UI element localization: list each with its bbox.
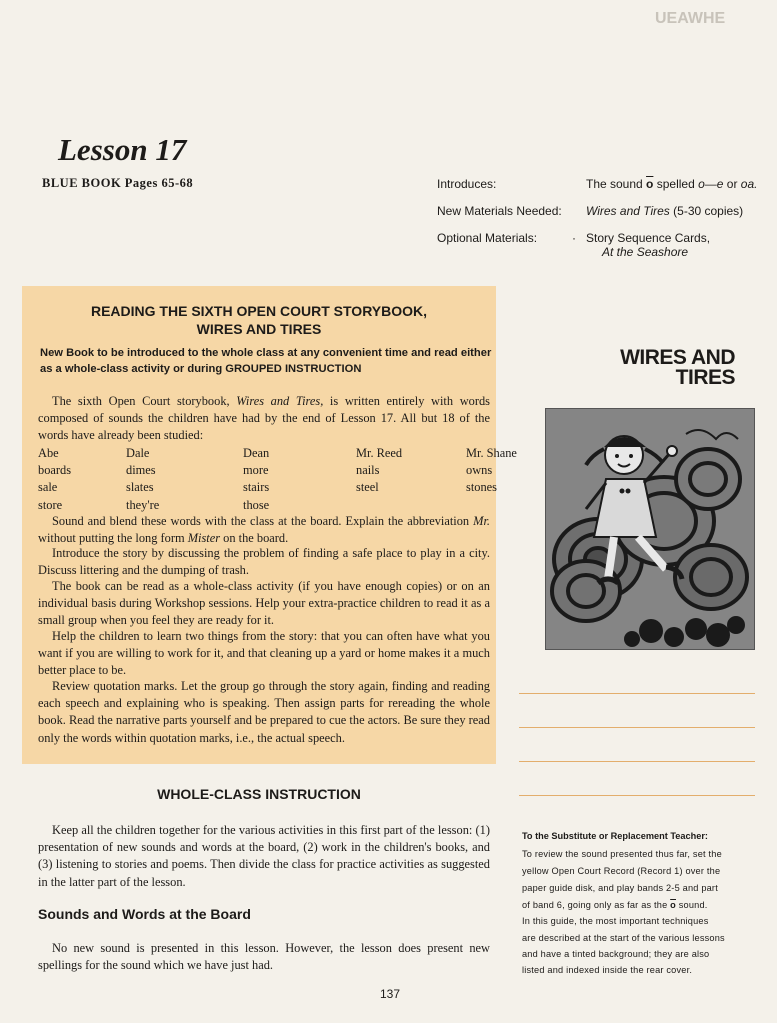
note-rule xyxy=(519,761,755,762)
introduces-value: The sound $\overline{o}$ spelled o—e or oa. xyxy=(586,177,758,191)
lesson-title: Lesson 17 xyxy=(58,132,187,167)
materials-value: Wires and Tires (5-30 copies) xyxy=(586,204,744,218)
whole-class-paragraph: Keep all the children together for the various activities in this first part of the lesson: (1) presentation of new sounds and words at the board, (2) work in the children's books, and (3) listening to stories and poems. Then divide the class for practice activities as suggested in the latter part of the lesson. xyxy=(38,823,490,889)
page-number: 137 xyxy=(380,987,401,1001)
optional-value: Story Sequence Cards, At the Seashore xyxy=(586,231,711,259)
sound-blend-paragraph: Sound and blend these words with the class at the board. Explain the abbreviation Mr. without putting the long form Mister on the board. xyxy=(38,514,490,546)
substitute-teacher-title: To the Substitute or Replacement Teacher: xyxy=(522,831,708,841)
faint-header: UEAWHE xyxy=(655,10,726,27)
two-things-paragraph: Help the children to learn two things from the story: that you can often have what you want if you are willing to work for it, and that cleaning up a yard or home makes it a much better place to be. xyxy=(38,629,490,678)
note-rule xyxy=(519,693,755,694)
word-column: Dean more stairs those xyxy=(243,446,270,512)
materials-label: New Materials Needed: xyxy=(437,204,562,218)
substitute-line: and have a tinted background; they are also xyxy=(522,949,710,959)
substitute-line: To review the sound presented thus far, set the xyxy=(522,849,722,859)
word-column: Mr. Reed nails steel xyxy=(356,446,403,495)
substitute-line: are described at the start of the various lessons xyxy=(522,933,725,943)
introduces-label: Introduces: xyxy=(437,177,497,191)
substitute-line: In this guide, the most important techniques xyxy=(522,916,709,926)
whole-class-heading: WHOLE-CLASS INSTRUCTION xyxy=(157,786,361,802)
sounds-words-paragraph: No new sound is presented in this lesson. However, the lesson does present new spellings for the sound which we have just had. xyxy=(38,941,490,973)
substitute-line: listed and indexed inside the rear cover. xyxy=(522,965,693,975)
book-title: WIRES AND TIRES xyxy=(620,346,735,389)
word-column: Abe boards sale store xyxy=(38,446,72,512)
quotation-marks-paragraph: Review quotation marks. Let the group go through the story again, finding and reading each speech and explaining who is speaking. Then assign parts for rereading the whole book. Read the narrative parts yourself and be prepared to cue the actors. Be sure they read only the words within quotation marks, i.e., the actual speech. xyxy=(38,679,490,745)
wires-and-tires-illustration xyxy=(545,408,755,650)
note-rule xyxy=(519,795,755,796)
word-list xyxy=(38,445,517,514)
new-book-note: New Book to be introduced to the whole class at any convenient time and read either as a whole-class activity or during GROUPED INSTRUCTION xyxy=(40,347,492,375)
reading-section-title: READING THE SIXTH OPEN COURT STORYBOOK, WIRES AND TIRES xyxy=(90,303,428,337)
word-column: Mr. Shane owns stones xyxy=(466,446,517,495)
substitute-line: yellow Open Court Record (Record 1) over the xyxy=(522,866,721,876)
girl-and-tires-drawing xyxy=(546,409,754,649)
substitute-line: of band 6, going only as far as the $\overline{o}$ sound. xyxy=(522,900,708,910)
sounds-words-heading: Sounds and Words at the Board xyxy=(38,906,251,922)
book-read-paragraph: The book can be read as a whole-class activity (if you have enough copies) or on an individual basis during Workshop sessions. Help your extra-practice children to read it as a small group when you feel they are ready for it. xyxy=(38,579,490,628)
word-column: Dale dimes slates they're xyxy=(126,446,160,512)
substitute-line: paper guide disk, and play bands 2-5 and part xyxy=(522,883,718,893)
optional-bullet: · xyxy=(572,231,576,245)
note-rule xyxy=(519,727,755,728)
optional-label: Optional Materials: xyxy=(437,231,538,245)
blue-book-pages: BLUE BOOK Pages 65-68 xyxy=(42,176,194,190)
introduce-story-paragraph: Introduce the story by discussing the problem of finding a safe place to play in a city. Discuss littering and the dumping of trash. xyxy=(38,546,490,578)
intro-paragraph: The sixth Open Court storybook, Wires and Tires, is written entirely with words composed of sounds the children have had by the end of Lesson 17. All but 18 of the words have already been studied: xyxy=(38,394,490,443)
